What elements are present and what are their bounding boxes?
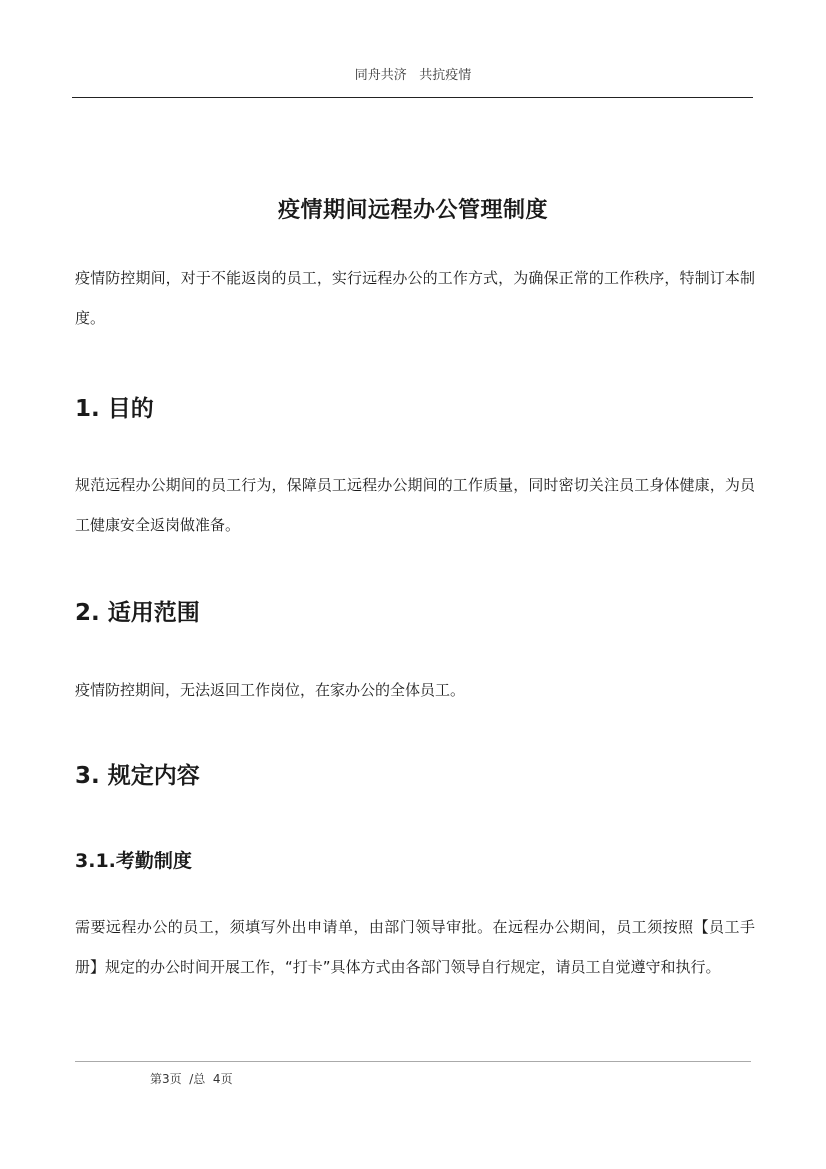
section-heading-purpose: 1. 目的 [75,396,154,422]
document-title: 疫情期间远程办公管理制度 [277,198,548,223]
page-header: 同舟共济 共抗疫情 [354,68,472,83]
subsection-heading-attendance: 3.1.考勤制度 [75,850,192,872]
page-number: 第3页 /总 4页 [150,1072,233,1086]
section-body-purpose: 规范远程办公期间的员工行为，保障员工远程办公期间的工作质量，同时密切关注员工身体健康，为员工健康安全返岗做准备。 [75,476,755,534]
section-heading-scope: 2. 适用范围 [75,600,200,626]
subsection-body-attendance: 需要远程办公的员工，须填写外出申请单，由部门领导审批。在远程办公期间，员工须按照【员工手册】规定的办公时间开展工作，“打卡”具体方式由各部门领导自行规定，请员工自觉遵守和执行。 [75,918,755,976]
header-divider [72,97,753,98]
section-body-scope: 疫情防控期间，无法返回工作岗位，在家办公的全体员工。 [75,681,466,699]
section-heading-provisions: 3. 规定内容 [75,763,200,789]
intro-paragraph: 疫情防控期间，对于不能返岗的员工，实行远程办公的工作方式，为确保正常的工作秩序，特制订本制度。 [75,269,755,327]
footer-divider [75,1061,751,1062]
